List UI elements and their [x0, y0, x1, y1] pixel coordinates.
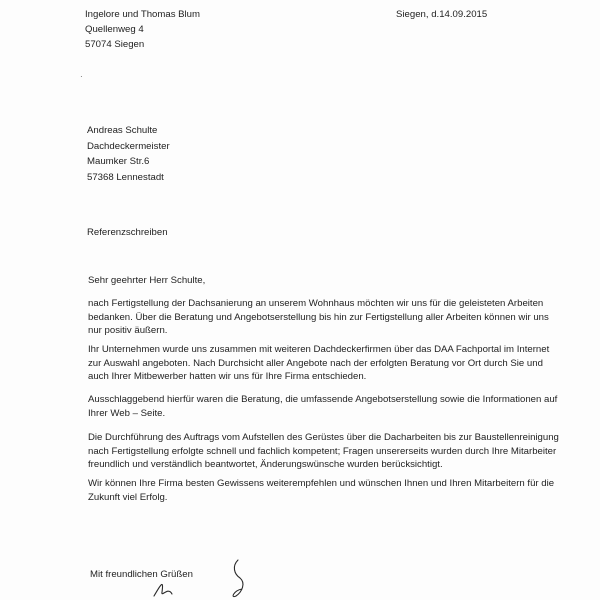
body-paragraph [88, 431, 559, 472]
sender-street: Quellenweg 4 [85, 24, 144, 35]
handwritten-signature [150, 556, 270, 600]
paragraph-line: Ausschlaggebend hierfür waren die Beratung, die umfassende Angebotserstellung sowie die Informationen auf [88, 394, 558, 405]
paragraph-line: auch Ihrer Mitbewerber hatten wir uns für Ihre Firma entschieden. [88, 371, 367, 382]
paragraph-line: bedanken. Über die Beratung und Angebotserstellung bis hin zur Fertigstellung aller Arbeiten können wir uns [88, 311, 549, 323]
paragraph-line: nach Fertigstellung der Dachsanierung an unserem Wohnhaus möchten wir uns für die geleisteten Arbeiten [88, 298, 544, 309]
paragraph-line: Wir können Ihre Firma besten Gewissens weiterempfehlen und wünschen Ihnen und Ihren Mitarbeitern für die [88, 478, 555, 489]
body-paragraph [88, 297, 548, 338]
letter-greeting: Sehr geehrter Herr Schulte, [88, 275, 206, 286]
paragraph-line: nur positiv äußern. [88, 325, 168, 336]
fold-mark: · [80, 72, 83, 81]
recipient-name: Andreas Schulte [87, 125, 158, 136]
paragraph-line: zur Auswahl angeboten. Nach Durchsicht aller Angebote nach der erfolgten Beratung vor Ort durch Sie und [88, 357, 543, 369]
letter-subject: Referenzschreiben [87, 227, 168, 238]
body-paragraph [88, 393, 558, 420]
body-paragraph [88, 477, 555, 504]
recipient-city: 57368 Lennestadt [87, 171, 164, 183]
sender-address [85, 8, 200, 53]
paragraph-line: Die Durchführung des Auftrags vom Aufstellen des Gerüstes über die Dacharbeiten bis zur Baustellenreinigung [88, 432, 559, 443]
recipient-title: Dachdeckermeister [87, 140, 170, 152]
paragraph-line: Ihr Unternehmen wurde uns zusammen mit weiteren Dachdeckerfirmen über das DAA Fachportal im Internet [88, 344, 550, 355]
recipient-street: Maumker Str.6 [87, 156, 150, 167]
paragraph-line: Ihrer Web – Seite. [88, 407, 166, 419]
paragraph-line: freundlich und verständlich beantwortet, Änderungswünsche wurden berücksichtigt. [88, 459, 443, 470]
paragraph-line: nach Fertigstellung erfolgte schnell und fachlich kompetent; Fragen unsererseits wurden durch Ihre Mitarbeiter [88, 445, 557, 457]
sender-name: Ingelore und Thomas Blum [85, 9, 201, 20]
paragraph-line: Zukunft viel Erfolg. [88, 491, 168, 503]
date-line: Siegen, d.14.09.2015 [396, 9, 488, 20]
letter-closing: Mit freundlichen Grüßen [90, 569, 193, 580]
body-paragraph [88, 343, 548, 384]
recipient-address [87, 124, 170, 186]
sender-city: 57074 Siegen [85, 39, 145, 50]
